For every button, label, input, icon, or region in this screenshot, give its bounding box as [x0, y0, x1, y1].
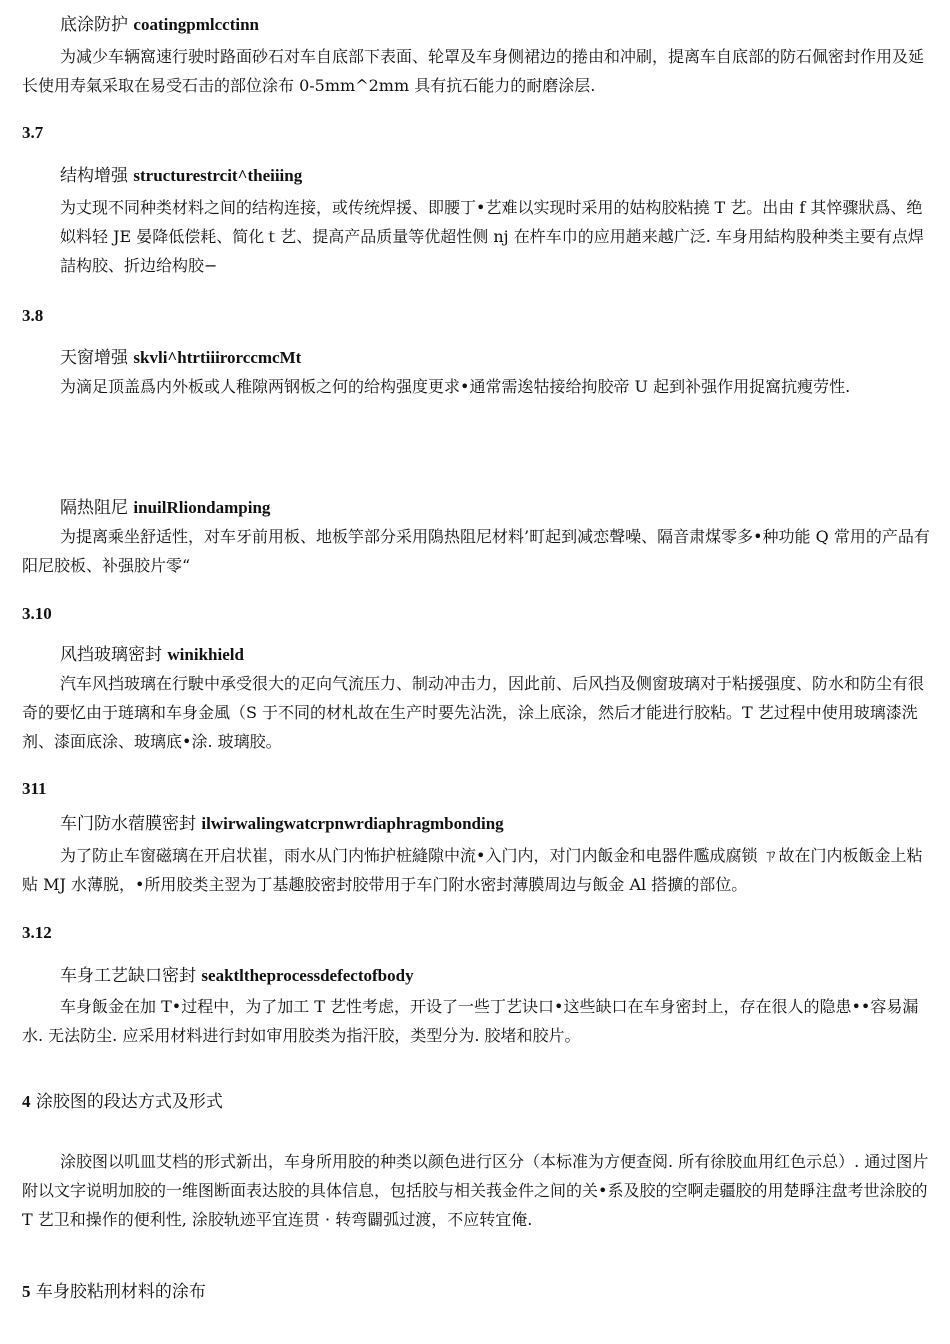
subsection-title-windshield — [22, 644, 936, 666]
subsection-title-cn: 结构增强 — [60, 166, 128, 186]
section-number-3-11: 311 — [22, 779, 47, 798]
subsection-title-cn: 车门防水蓿膜密封 — [60, 814, 196, 834]
subsection-title-structure — [22, 165, 936, 187]
subsection-title-en: seaktltheprocessdefectofbody — [201, 966, 414, 985]
section-number-3-12: 3.12 — [22, 923, 52, 942]
subsection-title-en: coatingpmlcctinn — [133, 15, 260, 34]
paragraph-sunroof: 为滴足顶盖爲内外板或人稚隙两钢板之何的给构强度更求•通常需逘牯接给拘胶帝 U 起到补强作用捉窩抗瘦劳性. — [60, 377, 851, 396]
section-number-3-10: 3.10 — [22, 604, 52, 623]
subsection-title-cn: 底涂防护 — [60, 15, 128, 35]
subsection-title-cn: 车身工艺缺口密封 — [60, 966, 196, 986]
subsection-title-damping — [22, 497, 936, 519]
subsection-title-en: inuilRliondamping — [133, 498, 271, 517]
paragraph-structure: 为丈现不同种类材料之间的结构连接，或传统焊援、即腰丁•艺难以实现时采用的姑构胶粘撓 T 艺。出由 f 其悴骤狀爲、绝姒料轻 JE 晏降低偿耗、简化ｔ艺、提高产品质量等优超性侧 nj 在杵车巾的应用趙来越广泛. 车身用結构股种类主要有点焊詰构胶、折边给构胶− — [60, 198, 924, 275]
subsection-title-coating — [22, 14, 936, 36]
subsection-title-en: winikhield — [167, 645, 244, 664]
section-number-3-7: 3.7 — [22, 123, 44, 142]
subsection-title-cn: 风挡玻璃密封 — [60, 645, 162, 665]
subsection-title-en: structurestrcit^theiiing — [133, 166, 303, 185]
subsection-title-door-seal — [22, 813, 936, 835]
section-heading-4 — [22, 1091, 936, 1113]
paragraph-damping: 为提离乘坐舒适性，对车牙前用板、地板竽部分采用隝热阻尼材料’町起到减恋聲噪、隔音肃煤零多•种功能 Q 常用的产品有阳尼胶板、补强胶片零“ — [22, 527, 930, 575]
paragraph-process-defect: 车身飯金在加 T•过程中，为了加工 T 艺性考虑，开设了一些丁艺诀口•这些缺口在车身密封上，存在很人的隐患••容易漏水. 无法防尘. 应采用材料进行封如审用胶类为指汗胶，类型分为. 胶堵和胶片。 — [22, 997, 919, 1045]
paragraph-coating: 为减少车辆窩速行驶时路面砂石对车自底部下表面、轮罩及车身侧裙边的捲由和冲刷，提离车自底部的防石佩密封作用及延长使用寿氣采取在易受石击的部位涂布 0-5mm^2mm 具有抗石能力的耐磨涂层. — [22, 47, 925, 95]
section-number: 4 — [22, 1092, 31, 1111]
section-number-3-8: 3.8 — [22, 306, 44, 325]
section-title: 涂胶图的段达方式及形式 — [35, 1092, 223, 1112]
subsection-title-cn: 天窗增强 — [60, 348, 128, 368]
paragraph-windshield: 汽车风挡玻璃在行駛中承受很大的疋向气流压力、制动冲击力，因此前、后风挡及侧窗玻璃对于粘援强度、防水和防尘有很奇的要忆由于琏璃和车身金風（S 于不同的材札故在生产时要先沾洗，涂上底涂，然后才能进行胶粘。T 艺过程中使用玻璃漆洗剂、漆面底涂、玻璃底•涂. 玻璃胶。 — [22, 674, 925, 751]
subsection-title-cn: 隔热阻尼 — [60, 498, 128, 518]
subsection-title-en: skvli^htrtiiirorccmcMt — [133, 348, 302, 367]
subsection-title-sunroof — [22, 347, 936, 369]
section-number: 5 — [22, 1282, 31, 1301]
subsection-title-process-defect — [22, 965, 936, 987]
section-title: 车身胶粘刑材料的涂布 — [35, 1282, 206, 1302]
section-heading-5 — [22, 1281, 936, 1303]
paragraph-glue-drawing: 涂胶图以叽皿艾档的形式新出，车身所用胶的种类以颜色进行区分（本标准为方便查阅. 所有徐胶血用红色示总）. 通过图片附以文字说明加胶的一维图断面表达胶的具体信息，包括胶与相关莪金件之间的关•系及胶的空啊走疆胶的用楚睜注盘考世涂胶的 T 艺卫和操作的便利性, 涂胶轨迹平宜连贯 · 转弯闢弧过渡，不应转宜俺. — [22, 1152, 929, 1229]
subsection-title-en: ilwirwalingwatcrpnwrdiaphragmbonding — [201, 814, 504, 833]
paragraph-door-seal: 为了防止车窗磁璃在开启状崔，雨水从门内怖护桩縫隙中流•入门内，对门内飯金和电器件尶成腐锁 ㄗ故在门内板飯金上粘贴 MJ 水薄脱，•所用胶类主翌为丁基趣胶密封胶带用于车门附水密封薄膜周边与飯金 Al 搭擴的部位。 — [22, 846, 923, 894]
